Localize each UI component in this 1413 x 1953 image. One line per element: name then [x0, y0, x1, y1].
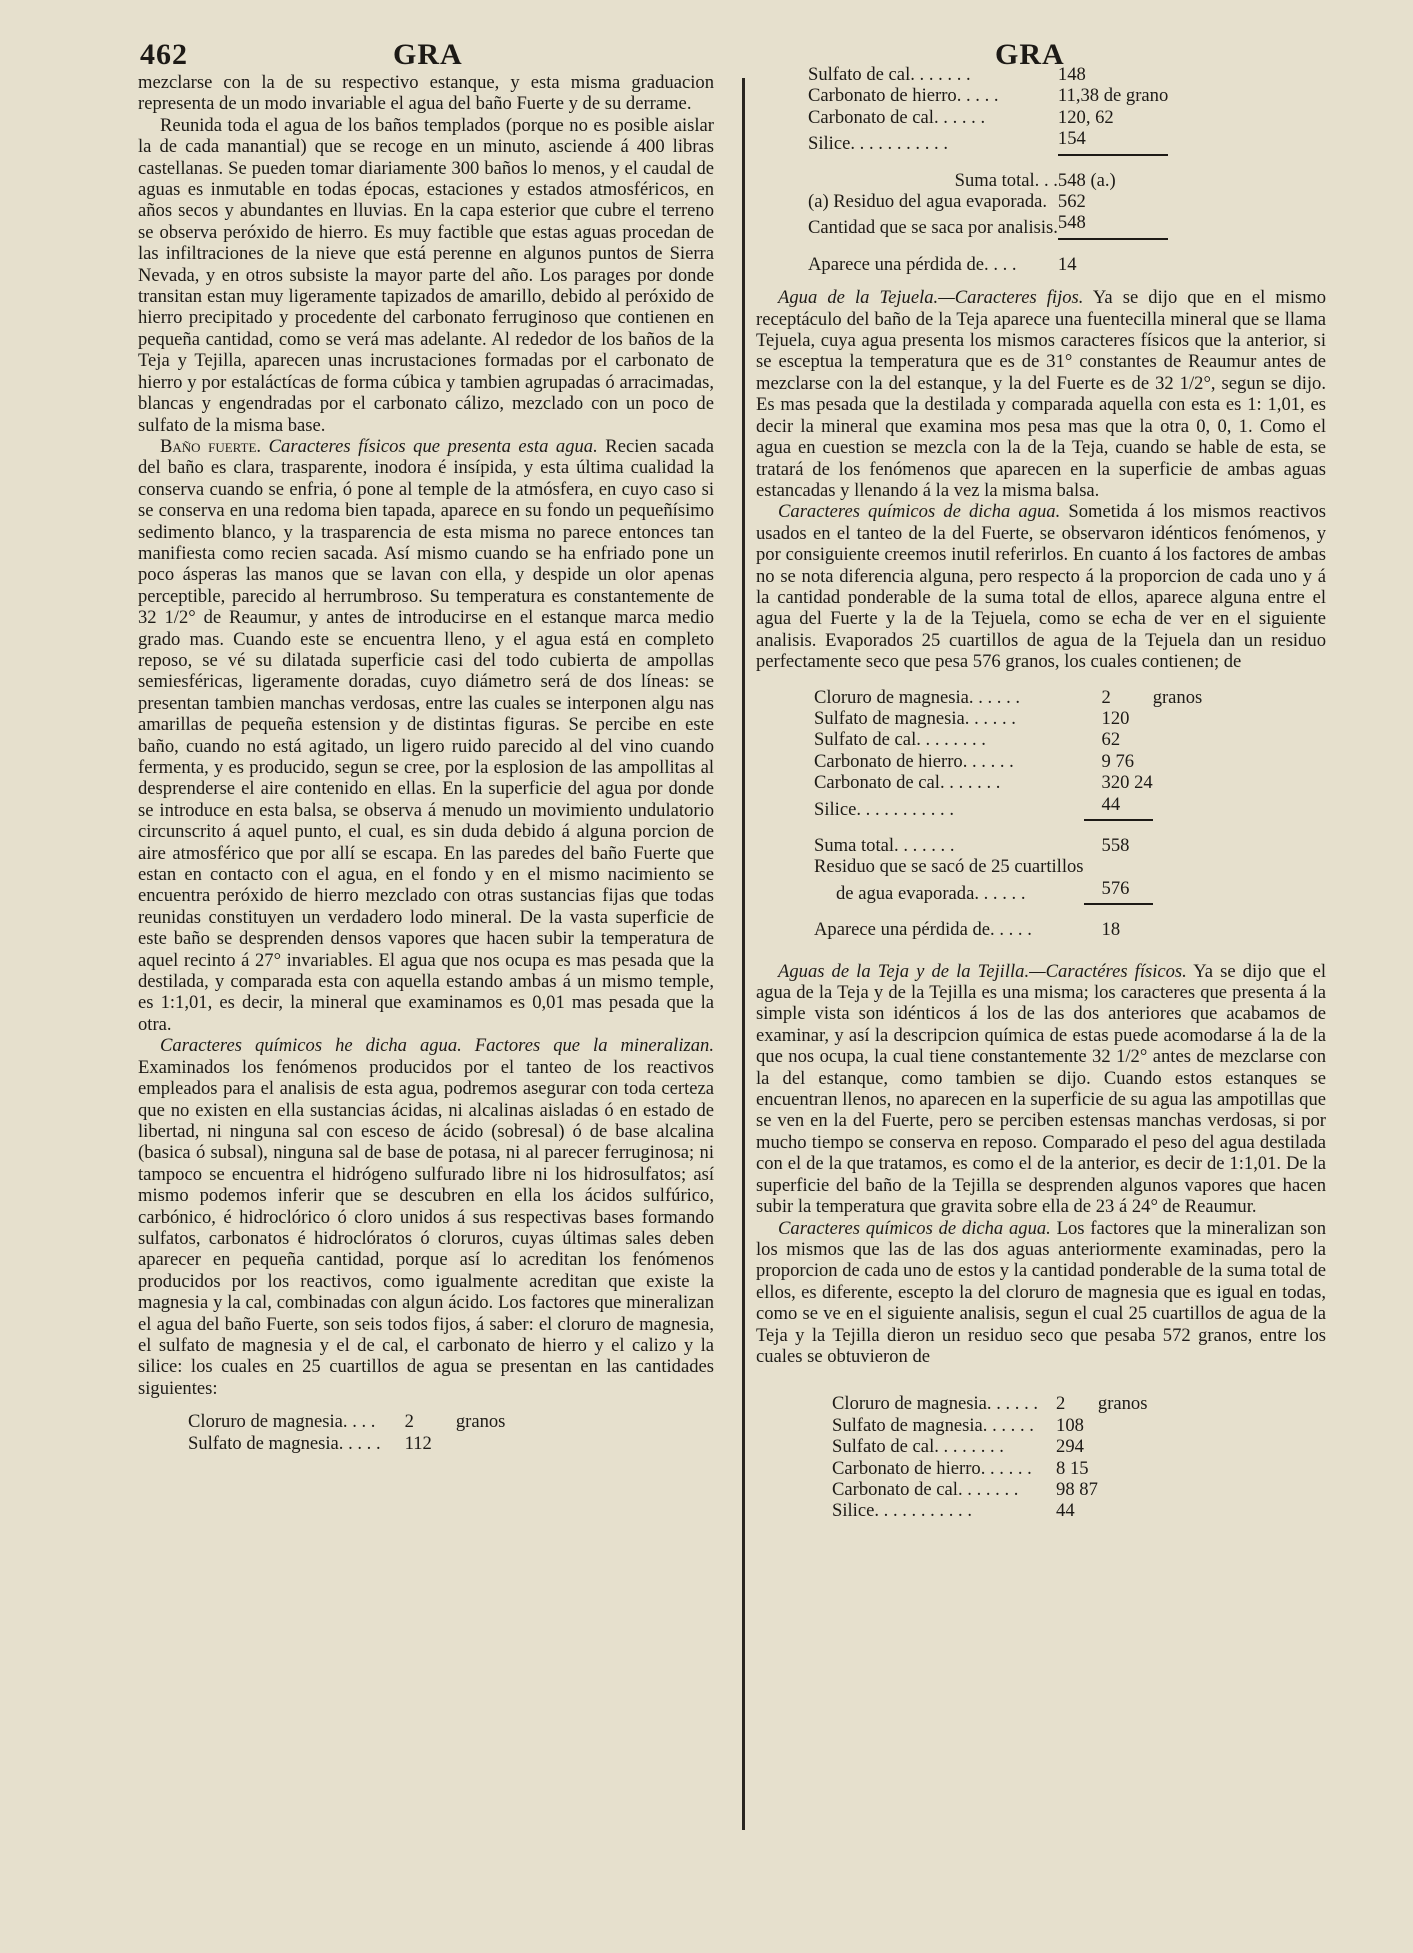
subheading: Agua de la Tejuela.—Caracteres fijos.	[778, 287, 1084, 309]
paragraph-text: Ya se dijo que el agua de la Teja y de la Tejilla es una misma; los caracteres que presenta á la simple vista son idénticos á los de las dos anteriores que acabamos de examinar, y así la descripcion química de estas puede acomodarse á la de la que nos ocupa, la cual tiene constantemente 32 1/2° antes de mezclarse con la del estanque, como tambien se dijo. Cuando estos estanques se encuentran llenos, no aparecen en la superficie de su agua las ampotillas que se ven en la del Fuerte, pero se perciben estensas manchas verdosas, si por mucho tiempo se conserva en reposo. Comparado el peso del agua destilada con el de la que tratamos, es como el de la anterior, es decir de 1:1,01. De la superficie del baño de la Tejilla se desprenden algunos vapores que hacen subir la temperatura que gravita sobre ella de 23 á 24° de Reaumur.	[756, 960, 1327, 1218]
table-row	[188, 1433, 505, 1454]
table-row	[814, 751, 1202, 772]
table-cell-value: 2	[1101, 686, 1111, 708]
table-cell-value: 9 76	[1101, 750, 1135, 772]
table-cell-label: Carbonato de cal. . . . . . .	[832, 1478, 1019, 1500]
page-number: 462	[140, 38, 188, 71]
paragraph-text: Ya se dijo que en el mismo receptáculo del baño de la Teja aparece una fuentecilla mineral que se llama Tejuela, cuya agua presenta los mismos caracteres físicos que la anterior, si se esceptua la temperatura que es de 31° constantes de Reaumur antes de mezclarse con la del estanque, y la del Fuerte es de 32 1/2°, segun se dijo. Es mas pesada que la destilada y comparada aquella con esta es 1: 1,01, es decir la mineral que examina mos pesa mas que la otra 0, 0, 1. Como el agua en cuestion se mezcla con la de la Teja, cuando se hable de esta, se tratará de los fenómenos que aparecen en la superficie de ambas aguas estancadas y llenando á la vez la misma balsa.	[756, 287, 1326, 501]
table-cell-label: Sulfato de cal. . . . . . .	[808, 64, 971, 85]
table-row	[808, 85, 1168, 106]
table-cell-unit	[432, 1433, 506, 1454]
composition-table-fuerte	[188, 1411, 505, 1454]
right-column	[756, 64, 1327, 1532]
table-cell-value: 120, 62	[1057, 106, 1114, 128]
table-cell-value: 18	[1101, 919, 1121, 941]
table-cell-value: 11,38 de grano	[1057, 85, 1169, 107]
table-row-sum	[808, 155, 1168, 191]
table-cell-value: 98 87	[1056, 1478, 1098, 1500]
table-cell-value: 2	[404, 1411, 414, 1433]
paragraph	[756, 961, 1326, 1218]
table-cell-label: Sulfato de cal. . . . . . . .	[814, 729, 986, 751]
table-row	[832, 1458, 1147, 1479]
table-cell-label: Carbonato de cal. . . . . . .	[814, 772, 1001, 794]
table-cell-label: Cantidad que se saca por analisis.	[808, 217, 1058, 239]
table-cell-value: 558	[1101, 835, 1130, 856]
table-row	[832, 1479, 1147, 1500]
table-cell-value: 562	[1057, 191, 1086, 213]
table-cell-value: 548 (a.)	[1057, 169, 1116, 191]
table-cell-unit	[1153, 729, 1203, 750]
table-cell-unit	[1098, 1436, 1148, 1457]
table-cell-label: Carbonato de hierro. . . . . .	[832, 1457, 1032, 1479]
table-row	[832, 1393, 1147, 1414]
table-cell-unit	[1153, 751, 1203, 772]
paragraph-text: Los factores que la mineralizan son los mismos que las de las dos aguas anteriormente examinadas, pero la proporcion de cada uno de estos y la cantidad ponderable de la suma total de ellos, es diferente, escepto la del cloruro de magnesia que es igual en todas, como se ve en el siguiente analisis, segun el cual 25 cuartillos de agua de la Teja y la Tejilla dieron un residuo seco que pesaba 572 granos, entre los cuales se obtuvieron de	[756, 1217, 1327, 1367]
subheading: Aguas de la Teja y de la Tejilla.—Caractéres físicos.	[778, 960, 1187, 982]
table-row	[808, 128, 1168, 154]
table-cell-label: Sulfato de magnesia. . . . . .	[814, 707, 1016, 729]
table-cell-value: 62	[1101, 729, 1121, 751]
running-head-right: GRA	[995, 38, 1065, 71]
subheading: Caracteres químicos de dicha agua.	[778, 1217, 1051, 1239]
table-cell-label: Cloruro de magnesia. . . . . .	[814, 686, 1021, 708]
table-cell-unit: granos	[1152, 686, 1203, 708]
table-cell-value: 548	[1058, 212, 1168, 238]
table-row	[832, 1500, 1147, 1521]
table-cell-value: 2	[1056, 1393, 1066, 1415]
table-row	[832, 1436, 1147, 1457]
table-cell-label: de agua evaporada. . . . . .	[836, 882, 1026, 904]
table-row-sum	[814, 820, 1202, 856]
table-row	[808, 191, 1168, 212]
table-cell-label: Suma total. . .	[954, 169, 1058, 191]
table-cell-value: 112	[404, 1432, 432, 1454]
table-cell-label: Sulfato de magnesia. . . . .	[188, 1432, 381, 1454]
table-cell-label: Cloruro de magnesia. . . .	[188, 1411, 376, 1433]
table-cell-value: 148	[1057, 64, 1086, 85]
composition-table-teja	[832, 1393, 1147, 1521]
paragraph-text: Recien sacada del baño es clara, trasparente, inodora é insípida, y esta última cualidad la conserva cuando se enfria, ó pone al temple de la atmósfera, en cuyo caso si se conserva en una redoma bien tapada, aparece en su fondo un pequeñísimo sedimento blanco, y la trasparencia de esta misma no parece entonces tan manifiesta como recien sacada. Así mismo cuando se ha enfriado pone un poco ásperas las manos que se lavan con ella, y despide un olor apenas perceptible, parecido al herrumbroso. Su temperatura es constantemente de 32 1/2° de Reaumur, y antes de introducirse en el estanque marca medio grado mas. Cuando este se encuentra lleno, y el agua está en completo reposo, se vé su dilatada superficie casi del todo cubierta de ampollas semiesféricas, ligeramente doradas, cuyo diámetro será de dos líneas: se presentan tambien manchas verdosas, entre las cuales se interponen algu nas amarillas de pequeña estension y de distintas figuras. Se percibe en este baño, cuando no está agitado, un ligero ruido parecido al del vino cuando fermenta, y es producido, segun se cree, por la esplosion de las ampollitas al desprenderse el aire contenido en ellas. En la superficie del agua por donde se introduce en esta balsa, se observa á menudo un movimiento undulatorio circunscrito á aquel punto, el cual, es sin duda debido á alguna porcion de aire atmosférico que por allí se escapa. En las paredes del baño Fuerte que estan en contacto con el agua, en el fondo y en el mismo nacimiento se encuentra peróxido de hierro mezclado con otras sustancias fijas que todas reunidas constituyen un verdadero lodo mineral. De la vasta superficie de este baño se desprenden densos vapores que hacen subir la temperatura de aquel recinto á 27° invariables. El agua que nos ocupa es mas pesada que la destilada, y comparada esta con aquella estando ambas á un mismo temple, es 1:1,01, es decir, la mineral que examinamos es 0,01 mas pesada que la otra.	[138, 435, 714, 1035]
table-row	[814, 794, 1202, 820]
table-cell-label: Silice. . . . . . . . . . .	[814, 798, 954, 820]
table-cell-label: Aparece una pérdida de. . . . .	[814, 919, 1032, 941]
table-cell-label: Carbonato de cal. . . . . .	[808, 106, 986, 128]
table-cell-unit	[1153, 794, 1203, 820]
paragraph	[138, 1035, 714, 1399]
table-cell-label: Sulfato de cal. . . . . . . .	[832, 1436, 1004, 1458]
table-cell-label: Sulfato de magnesia. . . . . .	[832, 1414, 1034, 1436]
paragraph	[756, 287, 1326, 501]
table-row	[188, 1411, 505, 1432]
table-cell-value	[1084, 856, 1153, 877]
table-cell-label: Residuo que se sacó de 25 cuartillos	[814, 856, 1084, 878]
table-cell-value: 154	[1058, 128, 1168, 154]
table-cell-value: 120	[1101, 707, 1130, 729]
table-cell-unit	[1153, 772, 1203, 793]
table-row	[808, 212, 1168, 238]
composition-table-fuerte-cont	[808, 64, 1168, 275]
section-heading: Baño fuerte.	[160, 435, 262, 457]
table-cell-unit	[1098, 1479, 1148, 1500]
table-row	[814, 856, 1202, 877]
table-cell-value: 576	[1084, 878, 1153, 904]
table-row	[814, 772, 1202, 793]
table-cell-label: (a) Residuo del agua evaporada.	[808, 191, 1048, 213]
subheading: Caracteres químicos de dicha agua.	[778, 501, 1061, 523]
table-row	[814, 729, 1202, 750]
table-cell-label: Silice. . . . . . . . . . .	[832, 1500, 972, 1522]
table-cell-value: 320 24	[1101, 772, 1153, 794]
table-cell-unit	[1098, 1415, 1148, 1436]
table-cell-label: Suma total. . . . . . .	[814, 835, 955, 856]
table-cell-label: Cloruro de magnesia. . . . . .	[832, 1393, 1039, 1415]
table-row-loss	[808, 239, 1168, 275]
table-cell-label: Carbonato de hierro. . . . .	[808, 85, 999, 107]
table-cell-value: 44	[1084, 794, 1153, 820]
subheading: Caracteres físicos que presenta esta agua.	[268, 435, 598, 457]
table-row	[832, 1415, 1147, 1436]
column-divider	[742, 78, 745, 1830]
table-cell-unit	[1098, 1500, 1148, 1521]
table-cell-label: Aparece una pérdida de. . . .	[808, 253, 1017, 275]
paragraph	[756, 1218, 1326, 1368]
table-row-loss	[814, 904, 1202, 940]
composition-table-tejuela	[814, 687, 1202, 941]
paragraph	[756, 501, 1326, 672]
table-row	[814, 878, 1202, 904]
table-row	[808, 107, 1168, 128]
table-row	[814, 708, 1202, 729]
table-cell-unit: granos	[455, 1411, 506, 1433]
table-cell-label: Carbonato de hierro. . . . . .	[814, 750, 1014, 772]
table-cell-unit	[1153, 708, 1203, 729]
table-cell-value: 44	[1056, 1500, 1075, 1522]
subheading: Caracteres químicos he dicha agua. Factores que la mineralizan.	[160, 1035, 714, 1057]
table-row	[814, 687, 1202, 708]
table-cell-value: 8 15	[1056, 1457, 1089, 1479]
left-column	[138, 72, 714, 1464]
paragraph	[138, 436, 714, 1035]
table-cell-unit: granos	[1097, 1393, 1148, 1415]
table-cell-value: 108	[1056, 1414, 1084, 1436]
table-cell-value: 14	[1057, 253, 1077, 275]
paragraph-text: Sometida á los mismos reactivos usados en el tanteo de la del Fuerte, se observaron idénticos fenómenos, y por consiguiente creemos inutil referirlos. En cuanto á los factores de ambas no se nota diferencia alguna, pero respecto á la proporcion de cada uno y á la cantidad ponderable de la suma total de ellos, aparece alguna entre el agua del Fuerte y la de la Tejuela, como se echa de ver en el siguiente analisis. Evaporados 25 cuartillos de agua de la Tejuela dan un residuo perfectamente seco que pesa 576 granos, los cuales contienen; de	[756, 501, 1326, 673]
table-cell-label: Silice. . . . . . . . . . .	[808, 133, 948, 155]
table-cell-value: 294	[1056, 1436, 1084, 1458]
running-head-left: GRA	[393, 38, 463, 71]
table-cell-unit	[1098, 1458, 1148, 1479]
table-row	[808, 64, 1168, 85]
paragraph-text: Examinados los fenómenos producidos por el tanteo de los reactivos empleados para el analisis de esta agua, podremos asegurar con toda certeza que no existen en ella sustancias ácidas, ni alcalinas aisladas ó en estado de libertad, ni ninguna sal con esceso de ácido (sobresal) ó de base alcalina (basica ó subsal), ninguna sal de base de potasa, ni al parecer ferruginosa; ni tampoco se encuentra el hidrógeno sulfurado libre ni los hidrosulfatos; así mismo podemos inferir que se descubren en ella los ácidos sulfúrico, carbónico, é hidroclórico ó cloro unidos á sus respectivas bases formando sulfatos, carbonatos é hidroclóratos ó cloruros, cuyas últimas sales deben aparecer en pequeña cantidad, porque así lo acreditan los fenómenos producidos por los reactivos, como igualmente acreditan que existe la magnesia y la cal, combinadas con algun ácido. Los factores que mineralizan el agua del baño Fuerte, son seis todos fijos, á saber: el cloruro de magnesia, el sulfato de magnesia y el de cal, el carbonato de hierro y el calizo y la silice: los cuales en 25 cuartillos de agua se presentan en las cantidades siguientes:	[138, 1056, 714, 1399]
paragraph: mezclarse con la de su respectivo estanque, y esta misma graduacion representa de un modo invariable el agua del baño Fuerte y de su derrame.	[138, 72, 714, 115]
paragraph: Reunida toda el agua de los baños templados (porque no es posible aislar la de cada manantial) que se recoge en un minuto, asciende á 400 libras castellanas. Se pueden tomar diariamente 300 baños lo menos, y el caudal de aguas es inmutable en todas épocas, estaciones y estados atmosféricos, en años secos y abundantes en lluvias. En la capa esterior que cubre el terreno se observa peróxido de hierro. Es muy factible que estas aguas procedan de las infiltraciones de la nieve que está perenne en algunos puntos de Sierra Nevada, y en otros subsiste la mayor parte del año. Los parages por donde transitan estan muy ligeramente tapizados de amarillo, debido al peróxido de hierro precipitado y procedente del carbonato ferruginoso que contienen en pequeña cantidad, como se verá mas adelante. Al rededor de los baños de la Teja y Tejilla, aparecen unas incrustaciones formadas por el carbonato de hierro y por estaláctícas de forma cúbica y tambien agrupadas ó arracimadas, blancas y engendradas por el carbonato cálizo, mezclado con un poco de sulfato de la misma base.	[138, 114, 714, 436]
